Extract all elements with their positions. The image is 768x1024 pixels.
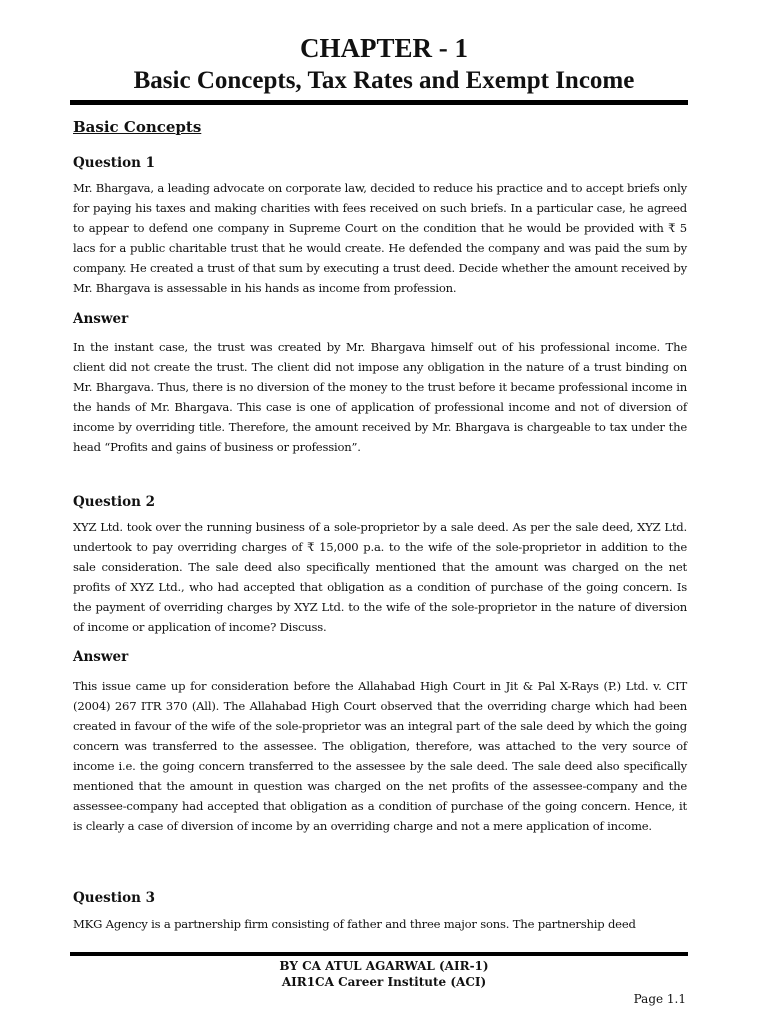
answer-1-heading: Answer — [73, 311, 129, 327]
chapter-number: CHAPTER - 1 — [300, 33, 468, 63]
footer-divider — [70, 952, 688, 956]
chapter-title: Basic Concepts, Tax Rates and Exempt Income — [133, 67, 635, 94]
header-divider — [70, 100, 688, 105]
question-1-text: Mr. Bhargava, a leading advocate on corporate law, decided to reduce his practice and to accept briefs only for paying his taxes and making charities with fees received on such briefs. In a particular case, he agreed to appear to defend one company in Supreme Court on the condition that he would be provided with ₹ 5 lacs for a public charitable trust that he would create. He defended the company and was paid the sum by company. He created a trust of that sum by executing a trust deed. Decide whether the amount received by Mr. Bhargava is assessable in his hands as income from profession. — [73, 181, 687, 295]
answer-2-heading: Answer — [73, 649, 129, 665]
question-2-text: XYZ Ltd. took over the running business of a sole-proprietor by a sale deed. As per the sale deed, XYZ Ltd. undertook to pay overriding charges of ₹ 15,000 p.a. to the wife of the sole-proprietor in addition to the sale consideration. The sale deed also specifically mentioned that the amount was charged on the net profits of XYZ Ltd., who had accepted that obligation as a condition of purchase of the going concern. Is the payment of overriding charges by XYZ Ltd. to the wife of the sole-proprietor in the nature of diversion of income or application of income? Discuss. — [73, 520, 687, 634]
footer-institute: AIR1CA Career Institute (ACI) — [281, 975, 487, 989]
question-3-text: MKG Agency is a partnership firm consisting of father and three major sons. The partnership deed — [73, 917, 636, 931]
answer-1-text: In the instant case, the trust was created by Mr. Bhargava himself out of his professional income. The client did not create the trust. The client did not impose any obligation in the nature of a trust binding on Mr. Bhargava. Thus, there is no diversion of the money to the trust before it became professional income in the hands of Mr. Bhargava. This case is one of application of professional income and not of diversion of income by overriding title. Therefore, the amount received by Mr. Bhargava is chargeable to tax under the head “Profits and gains of business or profession”. — [73, 340, 687, 454]
question-3-heading: Question 3 — [73, 890, 156, 906]
section-heading: Basic Concepts — [73, 118, 202, 136]
footer-author: BY CA ATUL AGARWAL (AIR-1) — [279, 959, 489, 973]
answer-2-text: This issue came up for consideration before the Allahabad High Court in Jit & Pal X-Rays (P.) Ltd. v. CIT (2004) 267 ITR 370 (All). The Allahabad High Court observed that the overriding charge which had been created in favour of the wife of the sole-proprietor was an integral part of the sale deed by which the going concern was transferred to the assessee. The obligation, therefore, was attached to the very source of income i.e. the going concern transferred to the assessee by the sale deed. The sale deed also specifically mentioned that the amount in question was charged on the net profits of the assessee-company and the assessee-company had accepted that obligation as a condition of purchase of the going concern. Hence, it is clearly a case of diversion of income by an overriding charge and not a mere application of income. — [73, 679, 687, 833]
question-1-heading: Question 1 — [73, 155, 156, 171]
question-2-heading: Question 2 — [73, 494, 156, 510]
page-number: Page 1.1 — [633, 992, 686, 1006]
